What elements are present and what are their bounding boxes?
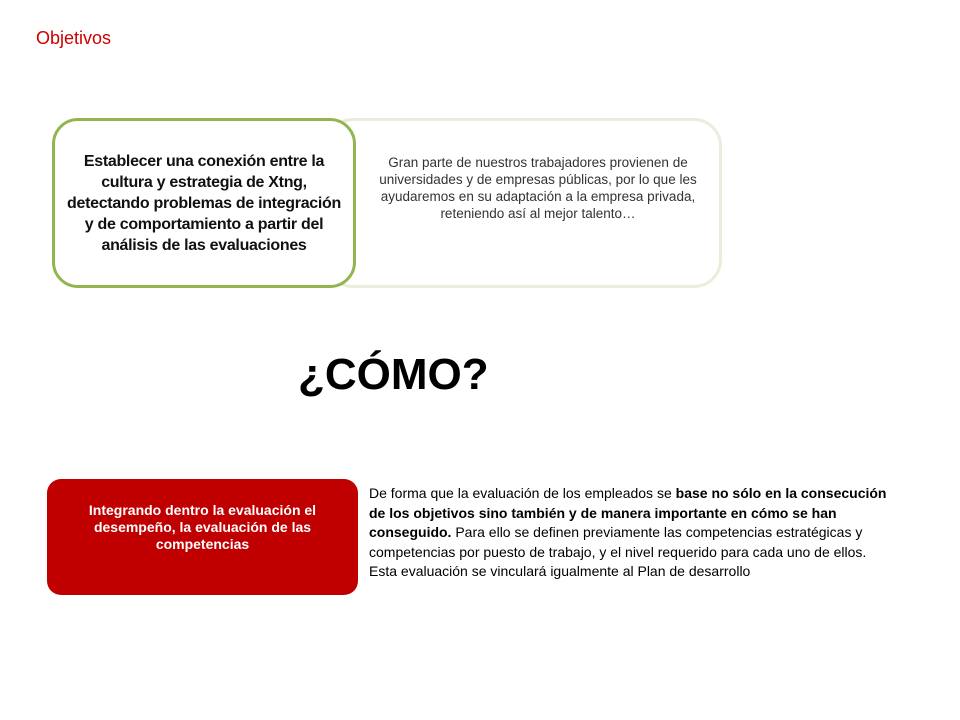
method-description-part3: Para ello se definen previamente las competencias estratégicas y competencias por puesto de trabajo, y el nivel requerido para cada uno de ellos. Esta evaluación se vinculará igualmente al Plan de desarrollo [369,524,867,579]
method-description [369,484,889,582]
method-description-bold: base no sólo en la consecución de los objetivos sino también y de manera importante en cómo se han conseguido. [369,485,887,540]
method-box [47,479,358,595]
slide-title: Objetivos [36,28,112,48]
detail-text: Gran parte de nuestros trabajadores provienen de universidades y de empresas públicas, por lo que les ayudaremos en su adaptación a la empresa privada, reteniendo así al mejor talento… [379,155,697,221]
method-text: Integrando dentro la evaluación el desempeño, la evaluación de las competencias [88,501,317,552]
objective-box [52,118,356,288]
como-heading: ¿CÓMO? [298,350,489,399]
method-description-part1: De forma que la evaluación de los empleados se [369,485,676,501]
objective-text: Establecer una conexión entre la cultura y estrategia de Xtng, detectando problemas de integración y de comportamiento a partir del análisis de las evaluaciones [67,152,342,254]
